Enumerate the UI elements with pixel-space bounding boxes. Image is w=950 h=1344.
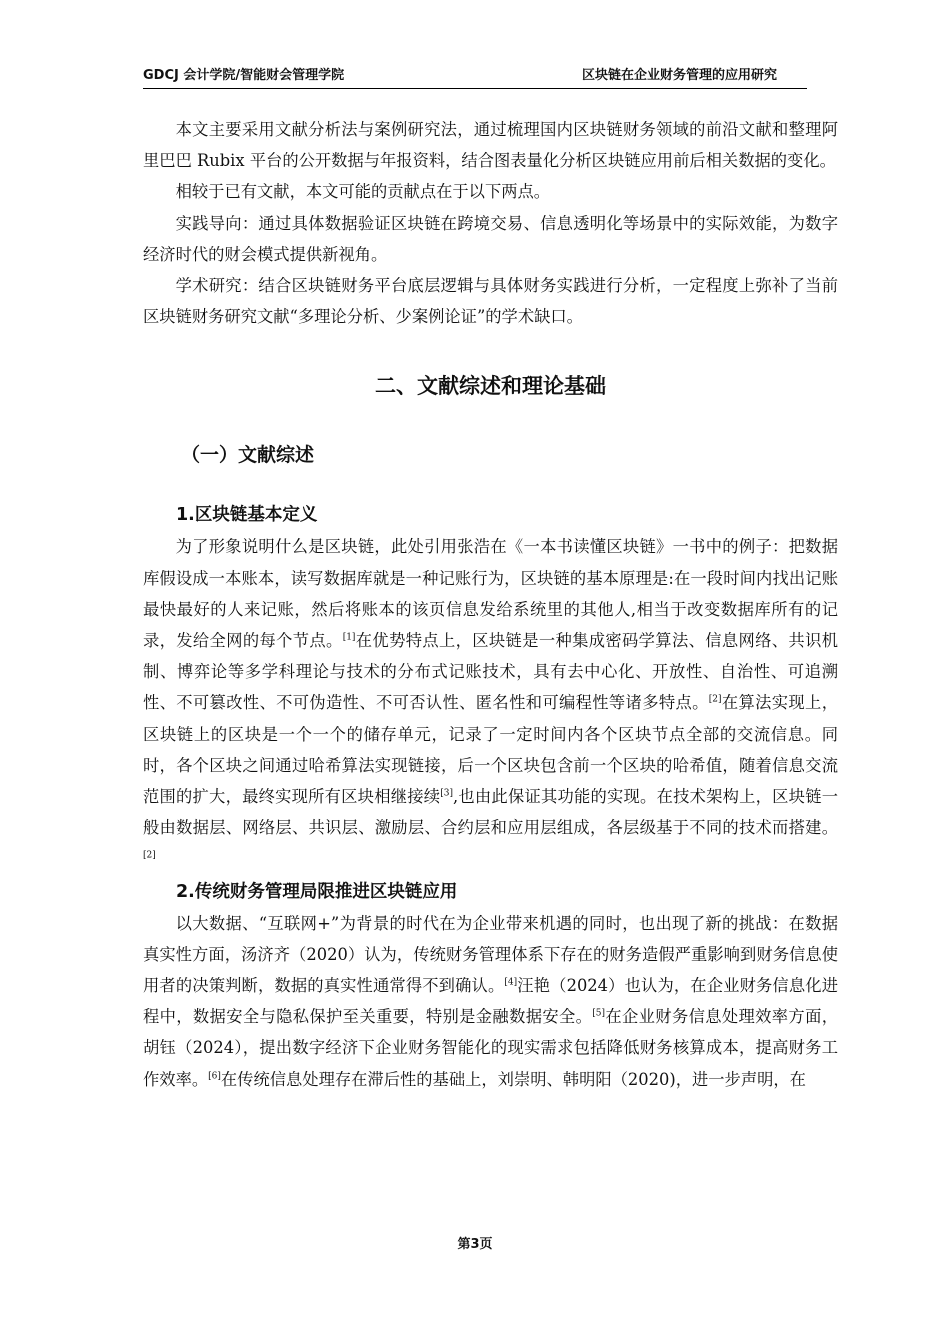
section-title: （一）文献综述: [181, 444, 315, 467]
page-number: 第3页: [457, 1237, 493, 1252]
page-body: [143, 114, 838, 1095]
citation-6: [6]: [208, 1071, 221, 1082]
text: 为了形象说明什么是区块链，此处引用张浩在《一本书读懂区块链》一书中的例子：把数据库假设成一本账本，读写数据库就是一种记账行为，区块链的基本原理是:在一段时间内找出记账最快最好的人来记账，然后将账本的该页信息发给系统里的其他人,相当于改变数据库所有的记录，发给全网的每个节点。: [143, 537, 838, 651]
chapter-title: 二、文献综述和理论基础: [375, 374, 606, 399]
citation-2b: [2]: [143, 851, 156, 862]
citation-1: [1]: [342, 632, 356, 643]
text: 在优势特点上，区块链是一种集成密码学算法、信息网络、共识机制、博弈论等多学科理论与技术的分布式记账技术，具有去中心化、开放性、自治性、可追溯性、不可篡改性、不可伪造性、不可否认性、匿名性和可编程性等诸多特点。: [143, 631, 838, 713]
intro-paragraph-1: 本文主要采用文献分析法与案例研究法，通过梳理国内区块链财务领域的前沿文献和整理阿里巴巴 Rubix 平台的公开数据与年报资料，结合图表量化分析区块链应用前后相关数据的变化。: [143, 120, 838, 171]
header-rule: [143, 88, 807, 89]
blockchain-definition-paragraph: [143, 531, 838, 874]
citation-3: [3]: [440, 788, 453, 799]
text: 在传统信息处理存在滞后性的基础上，刘崇明、韩明阳（2020)，进一步声明，在: [220, 1069, 806, 1089]
header-right: 区块链在企业财务管理的应用研究: [581, 68, 777, 83]
subsection-1-title: 1.区块链基本定义: [176, 505, 318, 526]
subsection-2-title: 2.传统财务管理局限推进区块链应用: [176, 881, 458, 902]
citation-5: [5]: [592, 1008, 606, 1019]
text: 在企业财务信息处理效率方面，胡钰（2024），提出数字经济下企业财务智能化的现实需求包括降低财务核算成本，提高财务工作效率。: [143, 1007, 838, 1089]
text: 汪艳（2024）也认为，在企业财务信息化进程中，数据安全与隐私保护至关重要，特别是金融数据安全。: [143, 976, 838, 1027]
citation-4: [4]: [504, 977, 518, 988]
page-header: [143, 66, 807, 90]
text: ,也由此保证其功能的实现。在技术架构上，区块链一般由数据层、网络层、共识层、激励层、合约层和应用层组成，各层级基于不同的技术而搭建。: [143, 787, 838, 838]
header-left: GDCJ 会计学院/智能财会管理学院: [143, 68, 345, 83]
intro-paragraph-4: 学术研究：结合区块链财务平台底层逻辑与具体财务实践进行分析，一定程度上弥补了当前区块链财务研究文献“多理论分析、少案例论证”的学术缺口。: [143, 276, 838, 327]
traditional-finance-paragraph: [143, 908, 838, 1095]
text: 以大数据、“互联网+”为背景的时代在为企业带来机遇的同时，也出现了新的挑战：在数据真实性方面，汤济齐（2020）认为，传统财务管理体系下存在的财务造假严重影响到财务信息使用者的决策判断，数据的真实性通常得不到确认。: [143, 913, 838, 996]
text: 在算法实现上，区块链上的区块是一个一个的储存单元，记录了一定时间内各个区块节点全部的交流信息。同时，各个区块之间通过哈希算法实现链接，后一个区块包含前一个区块的哈希值，随着信息交流范围的扩大，最终实现所有区块相继接续: [143, 693, 838, 807]
citation-2: [2]: [708, 695, 722, 706]
intro-paragraph-3: 实践导向：通过具体数据验证区块链在跨境交易、信息透明化等场景中的实际效能，为数字经济时代的财会模式提供新视角。: [143, 213, 838, 264]
intro-paragraph-2: 相较于已有文献，本文可能的贡献点在于以下两点。: [175, 182, 551, 202]
